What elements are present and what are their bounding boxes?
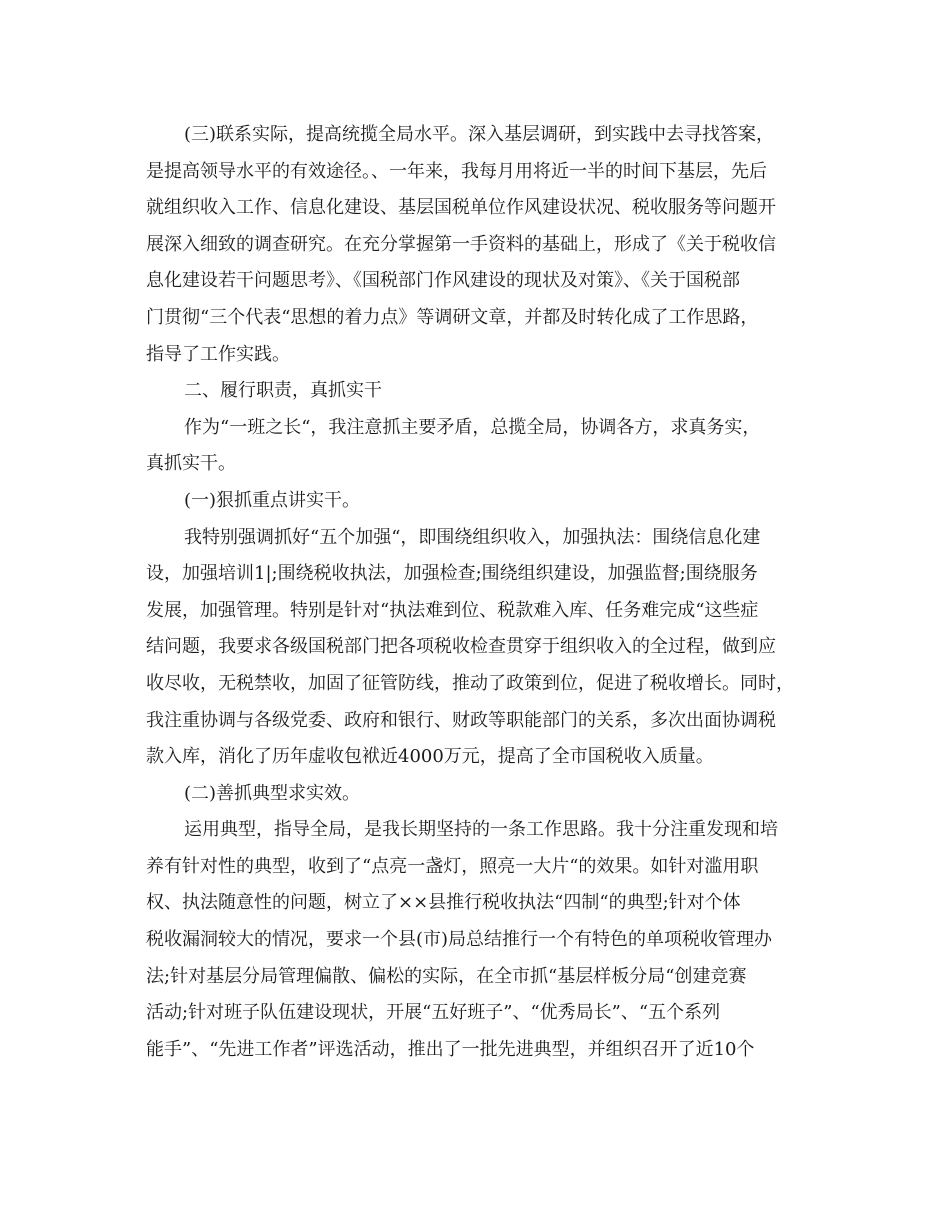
paragraph-line: 法;针对基层分局管理偏散、偏松的实际，在全市抓“基层样板分局“创建竞赛 [146,965,747,987]
paragraph-first-line: (一)狠抓重点讲实干。 [184,489,361,511]
paragraph-line: 收尽收，无税禁收，加固了征管防线，推动了政策到位，促进了税收增长。同时， [146,672,794,694]
paragraph-line: 能手”、“先进工作者”评选活动，推出了一批先进典型，并组织召开了近10个 [146,1038,755,1060]
paragraph-line: 结问题，我要求各级国税部门把各项税收检查贯穿于组织收入的全过程，做到应 [146,636,776,658]
paragraph-line: 我注重协调与各级党委、政府和银行、财政等职能部门的关系，多次出面协调税 [146,709,776,731]
paragraph-line: 税收漏洞较大的情况，要求一个县(市)局总结推行一个有特色的单项税收管理办 [146,929,773,951]
paragraph-line: 款入库，消化了历年虚收包袱近4000万元，提高了全市国税收入质量。 [146,746,714,768]
paragraph-line: 指导了工作实践。 [146,343,290,365]
paragraph-first-line: 作为“一班之长“，我注意抓主要矛盾，总揽全局，协调各方，求真务实， [184,416,761,438]
paragraph-line: 门贯彻“三个代表“思想的着力点》等调研文章，并都及时转化成了工作思路， [146,306,759,328]
paragraph-first-line: 我特别强调抓好“五个加强“，即围绕组织收入，加强执法：围绕信息化建 [184,526,761,548]
paragraph-first-line: (二)善抓典型求实效。 [184,782,361,804]
paragraph-first-line: 运用典型，指导全局，是我长期坚持的一条工作思路。我十分注重发现和培 [184,819,778,841]
paragraph-line: 活动;针对班子队伍建设现状，开展“五好班子”、“优秀局长”、“五个系列 [146,1002,721,1024]
paragraph-line: 养有针对性的典型，收到了“点亮一盏灯，照亮一大片“的效果。如针对滥用职 [146,855,759,877]
document-body [146,117,810,1068]
paragraph-line: 设，加强培训1|;围绕税收执法，加强检查;围绕组织建设，加强监督;围绕服务 [146,563,758,585]
paragraph-line: 就组织收入工作、信息化建设、基层国税单位作风建设状况、税收服务等问题开 [146,197,776,219]
paragraph-line: 是提高领导水平的有效途径。、一年来，我每月用将近一半的时间下基层，先后 [146,160,767,182]
paragraph-line: 真抓实干。 [146,453,236,475]
paragraph-first-line: (三)联系实际，提高统揽全局水平。深入基层调研，到实践中去寻找答案， [184,124,775,145]
paragraph-line: 权、执法随意性的问题，树立了××县推行税收执法“四制“的典型;针对个体 [146,892,741,914]
paragraph-line: 息化建设若干问题思考》、《国税部门作风建设的现状及对策》、《关于国税部 [146,270,740,292]
paragraph-line: 发展，加强管理。特别是针对“执法难到位、税款难入库、任务难完成“这些症 [146,599,759,621]
paragraph-line: 展深入细致的调查研究。在充分掌握第一手资料的基础上，形成了《关于税收信 [146,233,776,255]
paragraph-first-line: 二、履行职责，真抓实干 [184,380,382,402]
